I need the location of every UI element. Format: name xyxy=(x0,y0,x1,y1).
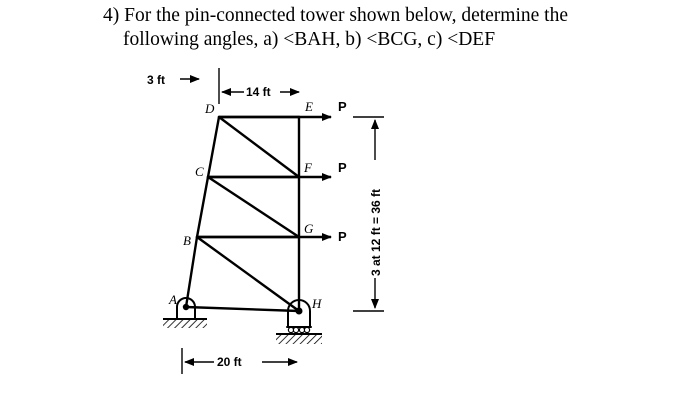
problem-line-1: 4) For the pin-connected tower shown below, determine the xyxy=(103,5,568,26)
joint-label-C: C xyxy=(195,164,204,179)
load-label-G: P xyxy=(338,229,347,244)
joint-label-G: G xyxy=(304,221,314,236)
dim-top-width: 14 ft xyxy=(246,85,271,99)
member-CD xyxy=(208,117,219,177)
joint-label-E: E xyxy=(305,99,313,114)
member-BH xyxy=(197,237,299,311)
joint-label-D: D xyxy=(205,101,215,116)
member-BC xyxy=(197,177,208,237)
member-AH xyxy=(186,307,299,311)
member-DF xyxy=(219,117,299,177)
joint-label-B: B xyxy=(183,233,191,248)
joint-label-A: A xyxy=(169,292,177,307)
joint-label-H: H xyxy=(312,296,322,311)
load-label-E: P xyxy=(338,99,347,114)
dim-top-offset: 3 ft xyxy=(147,73,165,87)
dim-height: 3 at 12 ft = 36 ft xyxy=(369,188,383,276)
joint-label-F: F xyxy=(304,160,312,175)
member-CG xyxy=(208,177,299,237)
problem-line-2: following angles, a) <BAH, b) <BCG, c) <DEF xyxy=(123,29,496,50)
dim-base-width: 20 ft xyxy=(217,355,242,369)
load-label-F: P xyxy=(338,160,347,175)
